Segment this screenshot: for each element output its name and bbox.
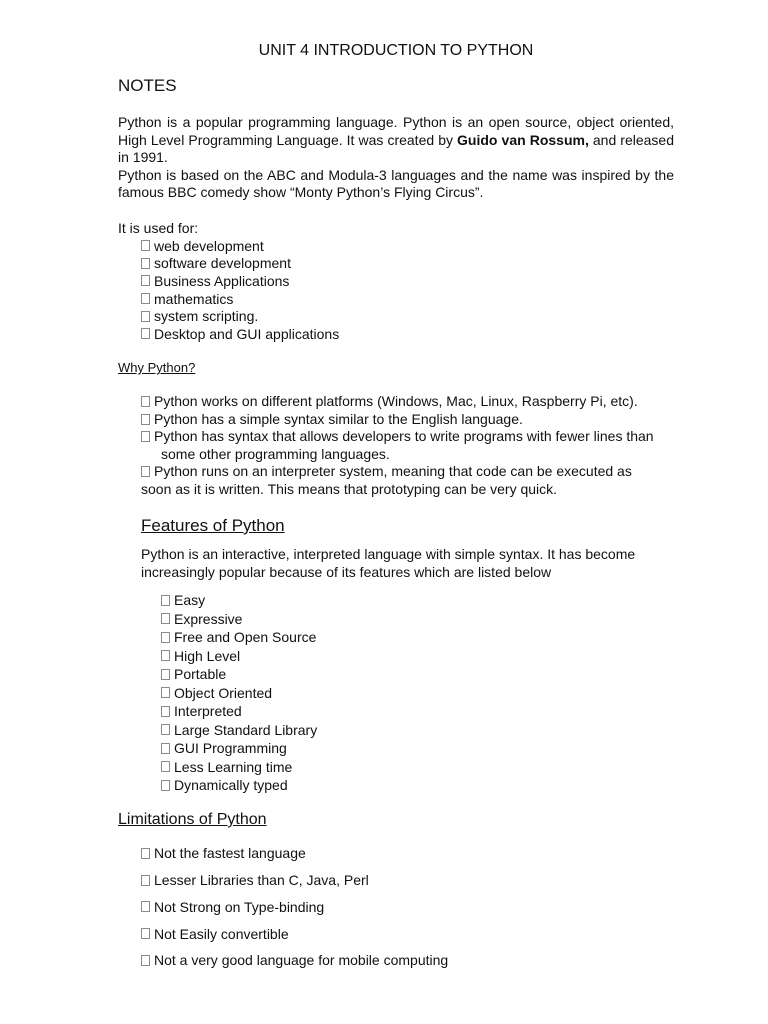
list-item-text: Python has syntax that allows developers to write programs with fewer lines than (154, 428, 654, 444)
list-item-text: web development (154, 237, 264, 254)
notes-heading: NOTES (118, 76, 177, 95)
list-item (161, 684, 317, 703)
list-item-text: GUI Programming (174, 740, 287, 757)
list-item (161, 721, 317, 740)
checkbox-icon (141, 311, 150, 322)
intro-paragraph-2: Python is based on the ABC and Modula-3 languages and the name was inspired by the famous BBC comedy show “Monty Python’s Flying Circus”. (118, 166, 674, 200)
list-item-text: mathematics (154, 290, 234, 307)
list-item-text: Not a very good language for mobile computing (154, 952, 449, 969)
checkbox-icon (161, 706, 170, 717)
list-item (141, 393, 681, 411)
list-item-text: High Level (174, 647, 241, 664)
list-item-text: Lesser Libraries than C, Java, Perl (154, 872, 369, 889)
checkbox-icon (141, 293, 150, 304)
list-item-text: Desktop and GUI applications (154, 325, 340, 342)
checkbox-icon (161, 650, 170, 661)
list-item (161, 776, 317, 795)
list-item-text: Not Strong on Type-binding (154, 898, 325, 915)
checkbox-icon (161, 687, 170, 698)
list-item-text: Python has a simple syntax similar to the English language. (154, 410, 523, 427)
checkbox-icon (141, 431, 150, 442)
list-item (141, 840, 448, 867)
list-item (161, 610, 317, 629)
checkbox-icon (161, 743, 170, 754)
list-item (141, 920, 448, 947)
list-item (161, 647, 317, 666)
list-item-text: system scripting. (154, 308, 259, 325)
list-item (161, 665, 317, 684)
list-item (141, 463, 681, 481)
list-item (141, 272, 339, 290)
checkbox-icon (141, 414, 150, 425)
checkbox-icon (141, 466, 150, 477)
list-item-text: Business Applications (154, 272, 290, 289)
intro-paragraph-1 (118, 114, 674, 167)
page-title: UNIT 4 INTRODUCTION TO PYTHON (258, 42, 534, 59)
list-item (161, 739, 317, 758)
list-item (161, 702, 317, 721)
checkbox-icon (161, 724, 170, 735)
list-item (161, 758, 317, 777)
list-item (141, 307, 339, 325)
why-python-heading: Why Python? (118, 360, 196, 375)
intro-text: Python is a popular programming language. Python is an open source, object oriented, High Level Programming Language. It was created by (118, 114, 674, 148)
features-heading: Features of Python (141, 516, 285, 535)
uses-label: It is used for: (118, 220, 199, 236)
list-item (141, 290, 339, 308)
intro-text-end: and released in 1991. (118, 131, 675, 165)
list-item-text: Less Learning time (174, 758, 293, 775)
checkbox-icon (161, 780, 170, 791)
list-item-text: Large Standard Library (174, 721, 318, 738)
checkbox-icon (141, 396, 150, 407)
why-python-list (141, 393, 681, 498)
list-item-text: Python works on different platforms (Windows, Mac, Linux, Raspberry Pi, etc). (154, 393, 638, 409)
uses-list (141, 237, 339, 343)
list-item (141, 867, 448, 894)
checkbox-icon (141, 258, 150, 269)
checkbox-icon (141, 328, 150, 339)
list-item-text: Object Oriented (174, 684, 273, 701)
checkbox-icon (161, 669, 170, 680)
checkbox-icon (141, 901, 150, 912)
list-item (141, 255, 339, 273)
author-name: Guido van Rossum, (457, 131, 589, 148)
checkbox-icon (141, 875, 150, 886)
limitations-heading: Limitations of Python (118, 811, 267, 828)
checkbox-icon (141, 275, 150, 286)
list-item-text: Dynamically typed (174, 777, 288, 794)
checkbox-icon (161, 761, 170, 772)
list-item-text: software development (154, 255, 291, 272)
limitations-list (141, 840, 448, 974)
list-item (141, 947, 448, 974)
list-item (141, 894, 448, 921)
checkbox-icon (161, 595, 170, 606)
list-item-text: Portable (174, 666, 227, 683)
features-intro: Python is an interactive, interpreted language with simple syntax. It has become increasingly popular because of its features which are listed below (141, 546, 636, 580)
list-item (141, 428, 681, 463)
list-item (161, 591, 317, 610)
list-item-text: Free and Open Source (174, 629, 317, 646)
list-item (141, 411, 681, 429)
list-item-text: Interpreted (174, 703, 242, 720)
checkbox-icon (161, 632, 170, 643)
checkbox-icon (141, 928, 150, 939)
list-item-trailing-line: soon as it is written. This means that prototyping can be very quick. (141, 480, 558, 497)
list-item-text: Expressive (174, 610, 243, 627)
checkbox-icon (141, 955, 150, 966)
checkbox-icon (161, 613, 170, 624)
list-item-continuation: some other programming languages. (161, 445, 390, 462)
list-item-text: Python runs on an interpreter system, meaning that code can be executed as (154, 463, 632, 479)
list-item-text: Not Easily convertible (154, 925, 289, 942)
checkbox-icon (141, 240, 150, 251)
list-item-text: Easy (174, 592, 206, 609)
intro-section (118, 114, 674, 202)
list-item-text: Not the fastest language (154, 845, 306, 862)
list-item (141, 325, 339, 343)
list-item (161, 628, 317, 647)
list-item (141, 237, 339, 255)
checkbox-icon (141, 848, 150, 859)
features-list (161, 591, 317, 795)
